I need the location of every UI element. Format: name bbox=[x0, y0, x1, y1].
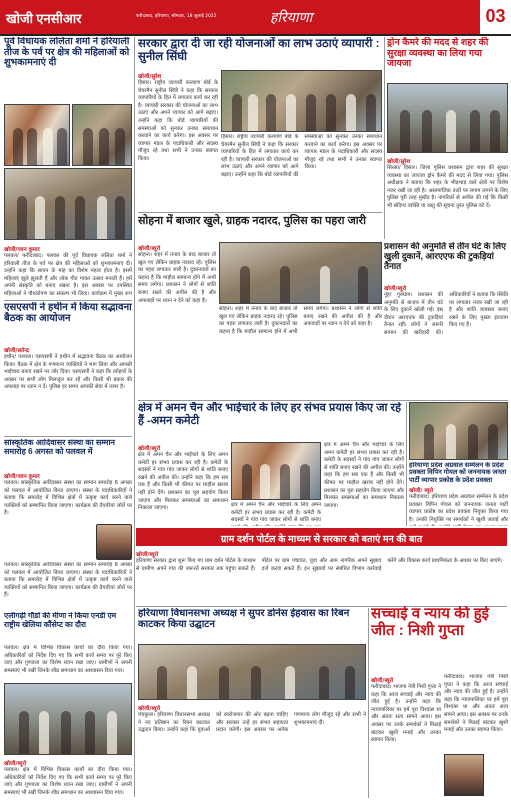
story-singhi-text: हिसार। राष्ट्रीय व्यापारी कल्याण बोर्ड के चेयरमैन सुनील सिंघी ने कहा कि सरकार व्यापारियों के हित में लगातार कार्य कर रही है। व्यापारी सरकार की योजनाओं का लाभ उठाएं और अपने व्यापार को आगे बढ़ाएं। उन्होंने कहा कि बोर्ड व्यापारियों की समस्याओं को सुनकर उनका समाधान करवाने का कार्य करेगा। इस अवसर पर व्यापार मंडल के पदाधिकारी और सदस्य मौजूद रहे तथा सभी ने उनका स्वागत किया। bbox=[138, 80, 218, 162]
story-aman-body-2 bbox=[231, 502, 321, 526]
story-shops-headline: प्रशासन की अनुमति से तीन घंटे के लिए खुली दुकानें, आरएएफ की टुकड़ियां तैनात bbox=[384, 242, 507, 271]
story-ssp-body bbox=[4, 344, 132, 434]
story-drone-headline: ड्रोन कैमरे की मदद से शहर की सुरक्षा व्यवस्था का लिया गया जायजा bbox=[387, 37, 489, 69]
story-nishi-mugshot bbox=[444, 754, 484, 796]
story-visit bbox=[4, 612, 132, 644]
gram-darshan-banner: ग्राम दर्शन पोर्टल के माध्यम से सरकार को बताएं मन की बात bbox=[136, 528, 507, 546]
story-vidhansabha-body bbox=[138, 702, 366, 797]
story-teej-text: पलवल/ फरीदाबाद। पलवल की पूर्व विधायक ललिता शर्मा ने हरियाली तीज के पर्व पर क्षेत्र की महिलाओं को शुभकामनाएं दी। उन्होंने कहा कि सावन के माह का विशेष महत्व होता है। इसमें महिलाएं झूले झूलती हैं और लोक गीत गाकर उत्सव मनाती हैं। हमें अपनी संस्कृति को बनाए रखना है। इस अवसर पर उपस्थित महिलाओं ने पौधारोपण का संकल्प भी लिया। कार्यक्रम में मुख्य रूप bbox=[4, 253, 132, 297]
story-drone-byline: खोजी/सुरेश bbox=[387, 159, 411, 165]
story-shops bbox=[384, 242, 508, 280]
story-ssp-headline: एसएसपी ने हथीन में किया सद्भावना बैठक का आयोजन bbox=[4, 302, 132, 325]
story-nishi bbox=[371, 606, 508, 672]
story-visit-photo bbox=[4, 683, 132, 755]
story-visit-body bbox=[4, 645, 132, 681]
divider bbox=[4, 436, 132, 437]
story-drone bbox=[387, 37, 508, 81]
story-drone-photo bbox=[387, 83, 508, 153]
story-nishi-text: फरीदाबाद। भाजपा नेत्री निशी गुप्ता ने कहा कि आज सच्चाई और न्याय की जीत हुई है। उन्होंने कहा कि न्यायपालिका पर हमें पूरा विश्वास था और अंततः सत्य सामने आया। इस अवसर पर उनके समर्थकों ने मिठाई बांटकर खुशी मनाई और उनका स्वागत किया। bbox=[371, 684, 441, 744]
column-rule bbox=[368, 608, 369, 798]
story-singhi-photo bbox=[221, 70, 382, 132]
story-sanskritik-body bbox=[4, 470, 132, 528]
story-sohna bbox=[138, 212, 382, 240]
story-drone-body bbox=[387, 155, 508, 239]
story-teej-photos bbox=[4, 104, 132, 240]
story-gramdarshan-text: हरियाणा सरकार द्वारा शुरू किए गए ग्राम दर्शन पोर्टल के माध्यम से ग्रामीण अपने गांव की जरूरतें सरकार तक पहुंचा सकते हैं। पोर्टल पर ग्राम पंचायत, युवा और आम नागरिक अपने सुझाव दर्ज करवा सकते हैं। इन सुझावों पर संबंधित विभाग कार्रवाई करेंगे और विकास कार्य प्राथमिकता के आधार पर किए जाएंगे। bbox=[136, 558, 503, 572]
story-visit-text-2: पलवल। क्षेत्र में विभिन्न विकास कार्यों का दौरा किया गया। अधिकारियों को निर्देश दिए गए कि सभी कार्य समय पर पूरे किए जाएं और गुणवत्ता का विशेष ध्यान रखा जाए। ग्रामीणों ने अपनी समस्याएं भी रखीं जिनके शीघ्र समाधान का आश्वासन दिया गया। bbox=[4, 767, 132, 796]
story-nishi-text-2: फरीदाबाद। भाजपा नेत्री निशी गुप्ता ने कहा कि आज सच्चाई और न्याय की जीत हुई है। उन्होंने कहा कि न्यायपालिका पर हमें पूरा विश्वास था और अंततः सत्य सामने आया। इस अवसर पर उनके समर्थकों ने मिठाई बांटकर खुशी मनाई और उनका स्वागत किया। bbox=[444, 674, 508, 734]
story-nishi-headline: सच्चाई व न्याय की हुई जीत : निशी गुप्ता bbox=[371, 606, 490, 639]
story-vidhansabha-photo bbox=[138, 644, 366, 700]
page-number: 03 bbox=[480, 0, 511, 34]
masthead: खोजी एनसीआर bbox=[0, 0, 130, 34]
story-shops-text: नूंह/ गुरुग्राम। प्रशासन की अनुमति से बाजार में तीन घंटे के लिए दुकानें खोली गईं। इस दौरान आरएएफ की टुकड़ियां तैनात रहीं। लोगों ने जरूरी सामान की खरीदारी की। अधिकारियों ने बताया कि स्थिति पर लगातार नजर रखी जा रही है और शांति व्यवस्था बनाए रखने के लिए पुख्ता इंतजाम किए गए हैं। bbox=[384, 292, 508, 336]
story-goyal-headline: हरियाणा प्रदेश अग्रवाल सम्मेलन के प्रदेश प्रवक्ता विपिन गोयल को जननायक जनता पार्टी व्यापार प्रकोष्ठ के प्रदेश प्रवक्ता bbox=[409, 462, 507, 484]
story-sohna-byline: खोजी/ब्यूरो bbox=[138, 246, 161, 252]
story-aman-text: क्षेत्र में अमन चैन और भाईचारे के लिए अमन कमेटी हर संभव प्रयास कर रही है। कमेटी के सदस्यों ने गांव गांव जाकर लोगों से शांति बनाए रखने की अपील की। उन्होंने कहा कि हम सब एक हैं और किसी भी कीमत पर माहौल खराब नहीं होने देंगे। प्रशासन का पूरा सहयोग किया जाएगा और मिलकर समस्याओं का समाधान निकाला जाएगा। bbox=[138, 452, 228, 512]
story-drone-text: सिरसा/ हिसार। जिला पुलिस प्रशासन द्वारा शहर की सुरक्षा व्यवस्था का जायजा ड्रोन कैमरे की मदद से लिया गया। पुलिस अधीक्षक ने बताया कि शहर के भीड़भाड़ वाले क्षेत्रों पर विशेष नजर रखी जा रही है। असामाजिक तत्वों पर लगाम लगाने के लिए पुलिस पूरी तरह मुस्तैद है। नागरिकों से अपील की गई कि किसी भी संदिग्ध व्यक्ति या वस्तु की सूचना तुरंत पुलिस को दें। bbox=[387, 165, 508, 209]
story-visit-body-2 bbox=[4, 757, 132, 797]
story-sanskritik-text: पलवल। सांस्कृतिक आदिवासर संस्था का सम्मान समारोह 6 अगस्त को पलवल में आयोजित किया जाएगा। संस्था के पदाधिकारियों ने बताया कि समारोह में विभिन्न क्षेत्रों में उत्कृष्ट कार्य करने वाले व्यक्तियों को सम्मानित किया जाएगा। कार्यक्रम की तैयारियां जोरों पर हैं। bbox=[4, 480, 132, 517]
story-singhi-headline: सरकार द्वारा दी जा रही योजनाओं का लाभ उठाएं व्यापारी : सुनील सिंघी bbox=[138, 37, 380, 63]
story-shops-body bbox=[384, 282, 508, 398]
story-aman-headline: क्षेत्र में अमन चैन और भाईचारे के लिए हर संभव प्रयास किए जा रहे हैं -अमन कमेटी bbox=[138, 402, 402, 427]
story-teej-photo-1 bbox=[4, 104, 70, 166]
story-singhi-body bbox=[138, 70, 218, 210]
story-sohna-body-2 bbox=[219, 306, 382, 398]
story-goyal-byline: खोजी/ ब्यूरो bbox=[409, 488, 434, 495]
story-sohna-text-2: सोहना। शहर में तनाव के बाद बाजार तो खुल गए लेकिन ग्राहक नदारद रहे। पुलिस का पहरा लगातार जारी है। दुकानदारों का कहना है कि माहौल सामान्य होने में अभी समय लगेगा। प्रशासन ने लोगों से शांति बनाए रखने की अपील की है और अफवाहों पर ध्यान न देने को कहा है। bbox=[219, 306, 382, 335]
story-nishi-body-2 bbox=[444, 674, 508, 752]
story-nishi-byline: खोजी/ब्यूरो bbox=[371, 678, 394, 684]
gram-darshan-mugshot bbox=[96, 524, 132, 560]
story-sanskritik-text-cont: पलवल। सांस्कृतिक आदिवासर संस्था का सम्मान समारोह 6 अगस्त को पलवल में आयोजित किया जाएगा। संस्था के पदाधिकारियों ने बताया कि समारोह में विभिन्न क्षेत्रों में उत्कृष्ट कार्य करने वाले व्यक्तियों को सम्मानित किया जाएगा। कार्यक्रम की तैयारियां जोरों पर हैं। bbox=[4, 562, 132, 599]
story-singhi bbox=[138, 37, 382, 67]
story-teej bbox=[4, 37, 132, 103]
story-teej-byline: खोजी/पवन कुमार bbox=[4, 247, 40, 253]
story-gramdarshan-body bbox=[136, 548, 507, 604]
divider bbox=[4, 300, 132, 301]
story-vidhansabha-text: पंचकूला। हरियाणा विधानसभा अध्यक्ष ने नए प्रतिष्ठान का रिबन काटकर उद्घाटन किया। उन्होंने कहा कि युवाओं को स्वरोजगार की ओर बढ़ना चाहिए और सरकार उन्हें हर संभव सहायता प्रदान करेगी। इस अवसर पर अनेक गणमान्य लोग मौजूद रहे और सभी ने शुभकामनाएं दीं। bbox=[138, 712, 366, 734]
story-sohna-body bbox=[138, 242, 216, 398]
story-ssp-byline: खोजी/सतेन्द्र bbox=[4, 348, 29, 354]
column-rule bbox=[384, 37, 385, 239]
story-goyal-photo bbox=[409, 402, 508, 460]
story-sanskritik-headline: सांस्कृतिक आदिवासर संस्था का सम्मान समारोह 6 अगस्त को पलवल में bbox=[4, 439, 115, 456]
story-sanskritik bbox=[4, 439, 132, 469]
story-visit-text: पलवल। क्षेत्र में विभिन्न विकास कार्यों का दौरा किया गया। अधिकारियों को निर्देश दिए गए कि सभी कार्य समय पर पूरे किए जाएं और गुणवत्ता का विशेष ध्यान रखा जाए। ग्रामीणों ने अपनी समस्याएं भी रखीं जिनके शीघ्र समाधान का आश्वासन दिया गया। bbox=[4, 645, 132, 674]
story-teej-body bbox=[4, 243, 132, 297]
story-teej-photo-3 bbox=[4, 168, 132, 240]
story-ssp-text: हथीन/ पलवल। एसएसपी ने हथीन में सद्भावना बैठक का आयोजन किया। बैठक में क्षेत्र के गणमान्य व्यक्तियों ने भाग लिया और आपसी भाईचारा बनाए रखने पर जोर दिया। एसएसपी ने कहा कि त्योहारों के अवसर पर सभी लोग मिलजुल कर रहें और किसी भी प्रकार की अफवाह पर ध्यान न दें। पुलिस हर समय आपकी सेवा में तत्पर है। bbox=[4, 354, 132, 391]
story-vidhansabha-headline: हरियाणा विधानसभा अध्यक्ष ने सुपर डोनेस ईहवास का रिबन काटकर किया उद्घाटन bbox=[138, 608, 350, 631]
divider bbox=[138, 400, 508, 401]
header-rule bbox=[0, 34, 511, 36]
dateline: फरीदाबाद, हरियाणा, सोमवार, 18 जुलाई 2022 bbox=[130, 0, 250, 34]
story-singhi-body-2 bbox=[221, 134, 382, 210]
story-singhi-text-2: हिसार। राष्ट्रीय व्यापारी कल्याण बोर्ड के चेयरमैन सुनील सिंघी ने कहा कि सरकार व्यापारियों के हित में लगातार कार्य कर रही है। व्यापारी सरकार की योजनाओं का लाभ उठाएं और अपने व्यापार को आगे बढ़ाएं। उन्होंने कहा कि बोर्ड व्यापारियों की समस्याओं को सुनकर उनका समाधान करवाने का कार्य करेगा। इस अवसर पर व्यापार मंडल के पदाधिकारी और सदस्य मौजूद रहे तथा सभी ने उनका स्वागत किया। bbox=[221, 134, 382, 178]
story-ssp bbox=[4, 302, 132, 342]
story-sohna-headline: सोहना में बाजार खुले, ग्राहक नदारद, पुलिस का पहरा जारी bbox=[138, 215, 366, 227]
page-header bbox=[0, 0, 511, 34]
story-sanskritik-cont bbox=[4, 562, 132, 612]
story-aman-text-2: क्षेत्र में अमन चैन और भाईचारे के लिए अमन कमेटी हर संभव प्रयास कर रही है। कमेटी के सदस्यों ने गांव गांव जाकर लोगों से शांति बनाए bbox=[231, 502, 321, 524]
story-teej-headline: पूर्व विधायक ललिता शर्मा ने हरियाली तीज के पर्व पर क्षेत्र की महिलाओं को शुभकामनाएं दी bbox=[4, 37, 130, 69]
story-aman bbox=[138, 402, 403, 440]
column-rule bbox=[406, 402, 407, 526]
story-visit-byline: खोजी/ब्यूरो bbox=[4, 761, 27, 767]
section-title: हरियाणा bbox=[250, 0, 480, 34]
story-singhi-byline: खोजी/सुरेश bbox=[138, 74, 162, 80]
story-goyal bbox=[409, 462, 508, 526]
story-aman-text-3: क्षेत्र में अमन चैन और भाईचारे के लिए अमन कमेटी हर संभव प्रयास कर रही है। कमेटी के सदस्यों ने गांव गांव जाकर लोगों से शांति बनाए रखने की अपील की। उन्होंने कहा कि हम सब एक हैं और किसी भी कीमत पर माहौल खराब नहीं होने देंगे। प्रशासन का पूरा सहयोग किया जाएगा और मिलकर समस्याओं का समाधान निकाला जाएगा। bbox=[324, 442, 404, 509]
story-aman-byline: खोजी/ब्यूरो bbox=[138, 446, 161, 452]
story-vidhansabha-byline: खोजी/ब्यूरो bbox=[138, 706, 161, 712]
story-goyal-text: फरीदाबाद। हरियाणा प्रदेश अग्रवाल सम्मेलन के प्रदेश प्रवक्ता विपिन गोयल को जननायक जनता पार्टी व्यापार प्रकोष्ठ का प्रदेश प्रवक्ता नियुक्त किया गया है। उनकी नियुक्ति पर समर्थकों ने खुशी जताई और bbox=[409, 494, 508, 523]
story-aman-body bbox=[138, 442, 228, 526]
story-gramdarshan-byline: खोजी/ब्यूरो bbox=[136, 552, 159, 558]
story-aman-body-3 bbox=[324, 442, 404, 526]
story-teej-photo-2 bbox=[72, 104, 132, 166]
story-sohna-photo bbox=[219, 242, 382, 304]
story-shops-byline: खोजी/ब्यूरो bbox=[384, 286, 407, 292]
column-rule bbox=[134, 37, 135, 797]
story-aman-photo bbox=[231, 442, 321, 500]
story-nishi-body bbox=[371, 674, 441, 798]
story-visit-headline: एलीगढ़ी गौडों की मीणा ने किया एनडी एम राष्ट्रीय खेलिया कौंसेप्ट का दौरा bbox=[4, 612, 117, 629]
story-sanskritik-byline: खोजी/पवन कुमार bbox=[4, 474, 40, 480]
story-sohna-text: सोहना। शहर में तनाव के बाद बाजार तो खुल गए लेकिन ग्राहक नदारद रहे। पुलिस का पहरा लगातार जारी है। दुकानदारों का कहना है कि माहौल सामान्य होने में अभी समय लगेगा। प्रशासन ने लोगों से शांति बनाए रखने की अपील की है और अफवाहों पर ध्यान न देने को कहा है। bbox=[138, 252, 216, 304]
story-vidhansabha bbox=[138, 608, 366, 642]
